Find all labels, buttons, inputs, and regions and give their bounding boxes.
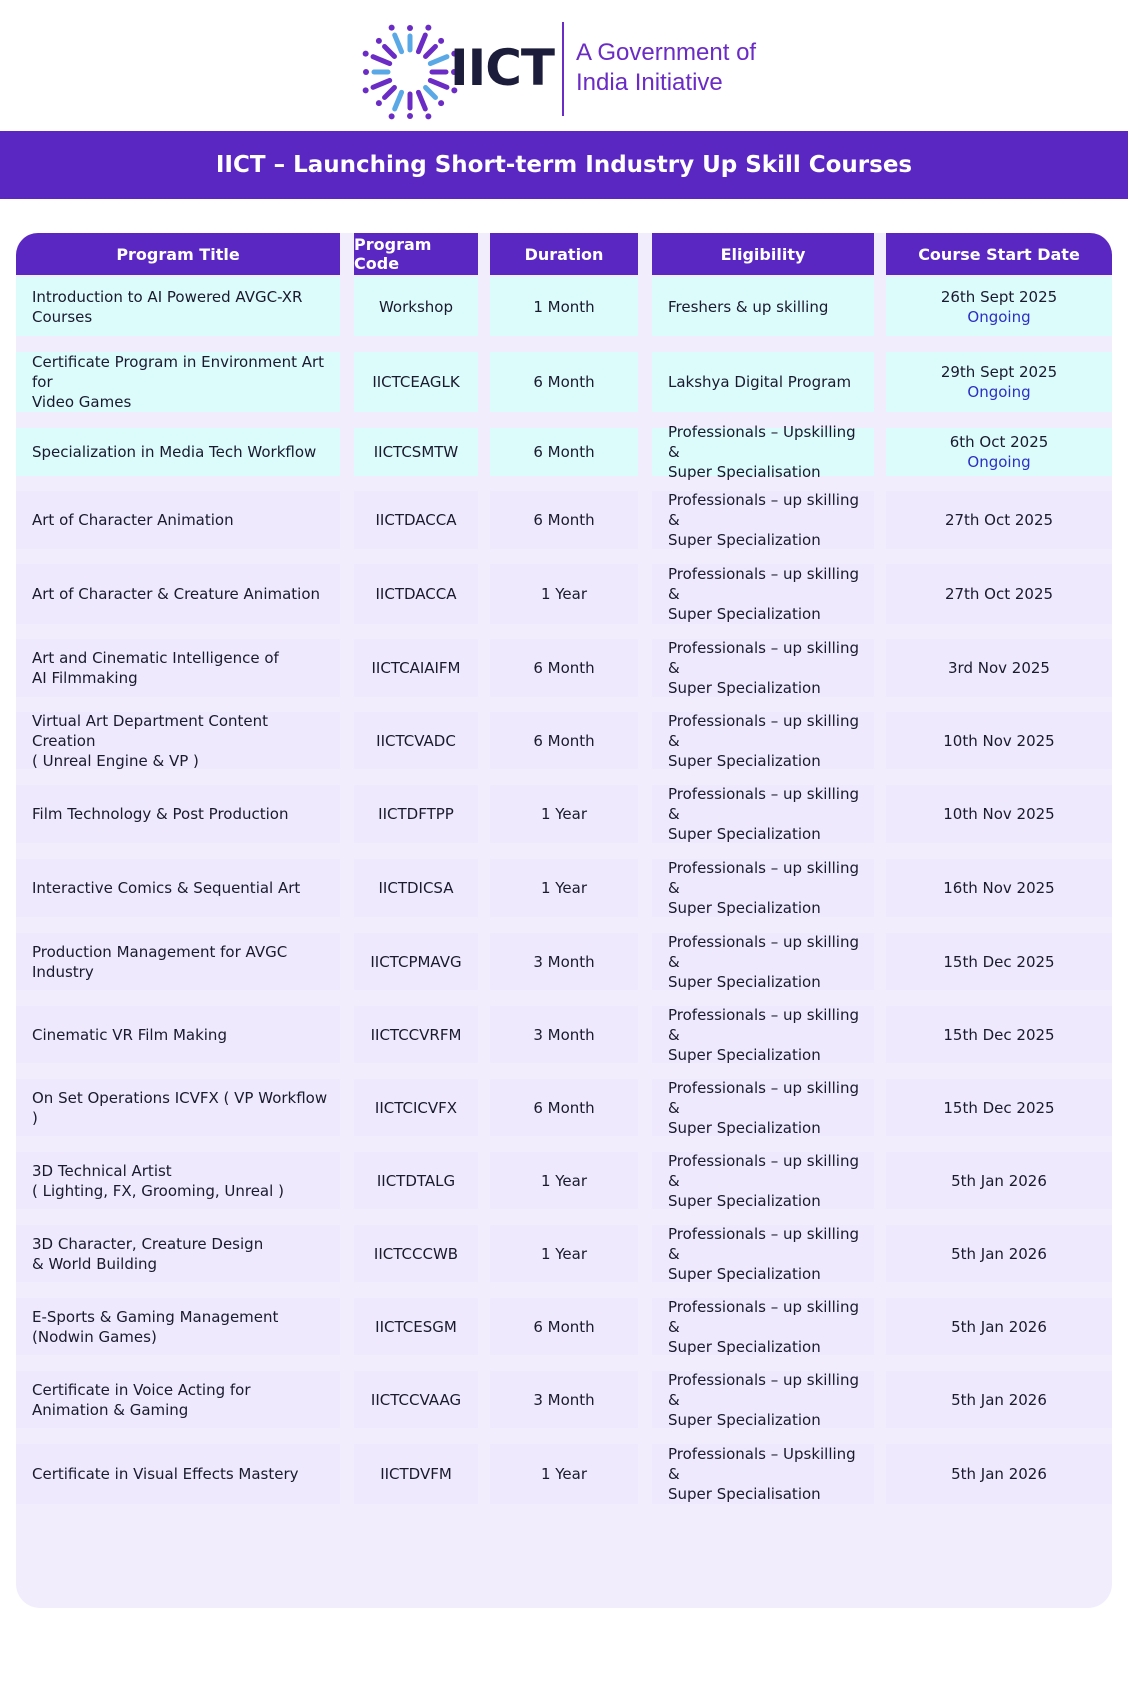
cell-duration [490, 859, 638, 917]
iict-logo-icon [356, 18, 464, 126]
program-code-text: IICTDACCA [375, 511, 457, 529]
cell-start-date [886, 1152, 1112, 1209]
cell-program-code [354, 639, 478, 697]
cell-program-title [16, 352, 340, 412]
logo-ray [385, 47, 395, 57]
program-code-text: IICTCCVRFM [370, 1025, 462, 1044]
eligibility-text: Professionals – up skilling & Super Specialization [668, 859, 859, 917]
logo-dot [425, 113, 431, 119]
cell-program-code [354, 1152, 478, 1209]
page-title: IICT – Launching Short-term Industry Up Skill Courses [215, 152, 913, 178]
cell-program-code [354, 564, 478, 624]
cell-program-code [354, 428, 478, 476]
logo-ray [395, 92, 402, 109]
start-date-text: 5th Jan 2026 [951, 1465, 1047, 1483]
cell-start-date [886, 352, 1112, 412]
program-title-text: Specialization in Media Tech Workflow [32, 443, 317, 461]
logo-ray [418, 92, 425, 109]
cell-eligibility [652, 277, 874, 336]
eligibility-text: Professionals – up skilling & Super Specialization [668, 639, 859, 697]
cell-duration [490, 933, 638, 990]
start-date-text: 5th Jan 2026 [951, 1244, 1047, 1263]
duration-text: 1 Year [540, 879, 588, 897]
logo-wordmark: IICT [450, 39, 555, 97]
duration-text: 1 Year [540, 1171, 588, 1190]
cell-start-date [886, 639, 1112, 697]
cell-duration [490, 639, 638, 697]
logo-dot [407, 113, 413, 119]
cell-program-code [354, 1006, 478, 1063]
program-code-text: IICTCCVAAG [370, 1390, 462, 1409]
duration-text: 6 Month [533, 373, 595, 391]
cell-start-date [886, 785, 1112, 843]
program-title-text: On Set Operations ICVFX ( VP Workflow ) [32, 1088, 328, 1127]
cell-program-code [354, 1298, 478, 1355]
program-code-text: IICTDICSA [378, 879, 454, 897]
cell-program-title [16, 639, 340, 697]
cell-start-date [886, 1444, 1112, 1504]
cell-duration [490, 277, 638, 336]
column-header-start-date: Course Start Date [886, 233, 1112, 275]
cell-program-code [354, 1371, 478, 1428]
duration-text: 6 Month [533, 1098, 595, 1117]
column-header-program-code: Program Code [354, 233, 478, 275]
logo-ray [418, 35, 425, 52]
duration-text: 3 Month [533, 1025, 595, 1044]
program-code-text: IICTDVFM [380, 1465, 452, 1483]
program-title-text: Certificate Program in Environment Art for Video Games [32, 353, 325, 411]
program-code-text: IICTCEAGLK [372, 373, 460, 391]
cell-start-date [886, 1006, 1112, 1063]
cell-eligibility [652, 1079, 874, 1136]
status-badge: Ongoing [967, 383, 1031, 401]
duration-text: 1 Month [533, 297, 595, 316]
cell-program-title [16, 1225, 340, 1282]
logo-ray [373, 80, 390, 87]
logo-ray [426, 47, 436, 57]
cell-start-date [886, 933, 1112, 990]
duration-text: 1 Year [540, 585, 588, 603]
program-code-text: IICTCICVFX [374, 1098, 458, 1117]
cell-duration [490, 1298, 638, 1355]
start-date-text: 15th Dec 2025 [943, 952, 1055, 971]
cell-duration [490, 1079, 638, 1136]
cell-start-date [886, 277, 1112, 336]
cell-program-title [16, 859, 340, 917]
eligibility-text: Professionals – up skilling & Super Specialization [668, 785, 859, 843]
logo-ray [430, 80, 447, 87]
cell-eligibility [652, 491, 874, 549]
start-date-text: 5th Jan 2026 [951, 1171, 1047, 1190]
cell-start-date [886, 1079, 1112, 1136]
eligibility-text: Professionals – up skilling & Super Specialization [668, 711, 859, 770]
duration-text: 6 Month [533, 511, 595, 529]
cell-eligibility [652, 1298, 874, 1355]
eligibility-text: Professionals – up skilling & Super Specialization [668, 932, 859, 991]
program-title-text: Art and Cinematic Intelligence of AI Filmmaking [32, 649, 279, 687]
cell-program-code [354, 859, 478, 917]
cell-program-title [16, 277, 340, 336]
program-code-text: IICTCAIAIFM [371, 659, 461, 677]
logo-dot [363, 87, 369, 93]
start-date-text: 10th Nov 2025 [943, 805, 1055, 823]
cell-start-date [886, 564, 1112, 624]
cell-program-title [16, 428, 340, 476]
cell-eligibility [652, 1444, 874, 1504]
program-title-text: Interactive Comics & Sequential Art [32, 879, 301, 897]
cell-eligibility [652, 1225, 874, 1282]
program-code-text: IICTCSMTW [373, 443, 459, 461]
cell-eligibility [652, 564, 874, 624]
cell-start-date [886, 1298, 1112, 1355]
cell-program-title [16, 1444, 340, 1504]
start-date-text: 5th Jan 2026 [951, 1390, 1047, 1409]
program-title-text: Cinematic VR Film Making [32, 1025, 227, 1044]
eligibility-text: Professionals – up skilling & Super Specialization [668, 1151, 859, 1210]
program-code-text: IICTCVADC [376, 731, 456, 750]
cell-program-code [354, 277, 478, 336]
program-code-text: IICTDTALG [376, 1171, 456, 1190]
status-badge: Ongoing [967, 453, 1031, 471]
program-title-text: Certificate in Visual Effects Mastery [32, 1465, 299, 1483]
logo-dot [363, 51, 369, 57]
cell-eligibility [652, 933, 874, 990]
program-title-text: Certificate in Voice Acting for Animation & Gaming [32, 1380, 251, 1419]
cell-program-title [16, 1006, 340, 1063]
eligibility-text: Professionals – Upskilling & Super Specialisation [668, 1445, 856, 1503]
cell-program-title [16, 712, 340, 769]
cell-duration [490, 564, 638, 624]
program-title-text: Art of Character Animation [32, 511, 234, 529]
eligibility-text: Professionals – up skilling & Super Specialization [668, 565, 859, 623]
status-badge: Ongoing [967, 307, 1031, 326]
cell-eligibility [652, 785, 874, 843]
start-date-text: 3rd Nov 2025 [948, 659, 1050, 677]
cell-eligibility [652, 423, 874, 481]
page-title-banner [0, 131, 1128, 199]
page-header [0, 0, 1128, 131]
duration-text: 3 Month [533, 952, 595, 971]
logo-dot [376, 38, 382, 44]
program-title-text: E-Sports & Gaming Management (Nodwin Games) [32, 1307, 279, 1346]
cell-duration [490, 1371, 638, 1428]
duration-text: 6 Month [533, 731, 595, 750]
cell-start-date [886, 1371, 1112, 1428]
start-date-text: 15th Dec 2025 [943, 1098, 1055, 1117]
start-date-text: 27th Oct 2025 [944, 511, 1054, 529]
eligibility-text: Professionals – up skilling & Super Specialization [668, 1224, 859, 1283]
cell-eligibility [652, 859, 874, 917]
cell-program-title [16, 1152, 340, 1209]
cell-duration [490, 428, 638, 476]
cell-start-date [886, 1225, 1112, 1282]
cell-program-code [354, 491, 478, 549]
eligibility-text: Professionals – up skilling & Super Specialization [668, 491, 859, 549]
program-title-text: Film Technology & Post Production [32, 805, 289, 823]
logo-ray [426, 88, 436, 98]
logo-dot [425, 25, 431, 31]
cell-duration [490, 1225, 638, 1282]
logo-dot [438, 100, 444, 106]
program-title-text: Production Management for AVGC Industry [32, 942, 288, 981]
program-title-text: Virtual Art Department Content Creation ( Unreal Engine & VP ) [32, 711, 269, 770]
cell-start-date [886, 491, 1112, 549]
program-code-text: IICTDACCA [375, 585, 457, 603]
start-date-text: 27th Oct 2025 [944, 585, 1054, 603]
cell-eligibility [652, 1371, 874, 1428]
cell-program-title [16, 1298, 340, 1355]
duration-text: 3 Month [533, 1390, 595, 1409]
cell-duration [490, 491, 638, 549]
cell-program-title [16, 785, 340, 843]
eligibility-text: Professionals – up skilling & Super Specialization [668, 1297, 859, 1356]
program-code-text: IICTCPMAVG [370, 952, 462, 971]
start-date-text: 10th Nov 2025 [943, 731, 1055, 750]
course-table [16, 233, 1112, 1608]
program-code-text: IICTCESGM [375, 1317, 457, 1336]
tagline: A Government of India Initiative [576, 39, 757, 96]
duration-text: 6 Month [533, 1317, 595, 1336]
cell-program-code [354, 1079, 478, 1136]
cell-eligibility [652, 639, 874, 697]
cell-program-code [354, 785, 478, 843]
column-header-duration: Duration [490, 233, 638, 275]
cell-start-date [886, 712, 1112, 769]
cell-eligibility [652, 1152, 874, 1209]
duration-text: 1 Year [540, 1465, 588, 1483]
cell-program-title [16, 491, 340, 549]
program-code-text: IICTCCCWB [373, 1244, 459, 1263]
logo-divider [562, 22, 564, 116]
eligibility-text: Professionals – up skilling & Super Specialization [668, 1078, 859, 1137]
cell-start-date [886, 859, 1112, 917]
cell-program-title [16, 1371, 340, 1428]
duration-text: 6 Month [533, 443, 595, 461]
logo-dot [438, 38, 444, 44]
cell-eligibility [652, 1006, 874, 1063]
cell-program-code [354, 1225, 478, 1282]
program-code-text: Workshop [378, 297, 453, 316]
logo-ray [385, 88, 395, 98]
eligibility-text: Professionals – up skilling & Super Specialization [668, 1005, 859, 1064]
logo-ray [373, 57, 390, 64]
cell-program-title [16, 564, 340, 624]
eligibility-text: Professionals – up skilling & Super Specialization [668, 1370, 859, 1429]
cell-duration [490, 1006, 638, 1063]
program-title-text: Art of Character & Creature Animation [32, 585, 321, 603]
cell-program-code [354, 352, 478, 412]
logo-ray [395, 35, 402, 52]
cell-eligibility [652, 712, 874, 769]
cell-duration [490, 352, 638, 412]
logo-dot [363, 69, 369, 75]
program-title-text: 3D Technical Artist ( Lighting, FX, Grooming, Unreal ) [32, 1161, 284, 1200]
cell-program-title [16, 1079, 340, 1136]
cell-duration [490, 785, 638, 843]
cell-program-title [16, 933, 340, 990]
cell-program-code [354, 933, 478, 990]
start-date-text: 15th Dec 2025 [943, 1025, 1055, 1044]
logo-dot [389, 113, 395, 119]
duration-text: 1 Year [540, 1244, 588, 1263]
column-header-program-title: Program Title [16, 233, 340, 275]
eligibility-text: Lakshya Digital Program [668, 373, 852, 391]
eligibility-text: Professionals – Upskilling & Super Specialisation [668, 423, 856, 481]
cell-duration [490, 1444, 638, 1504]
cell-duration [490, 712, 638, 769]
logo-dot [389, 25, 395, 31]
duration-text: 6 Month [533, 659, 595, 677]
program-code-text: IICTDFTPP [378, 805, 454, 823]
eligibility-text: Freshers & up skilling [668, 297, 829, 316]
logo-ray [430, 57, 447, 64]
start-date-text: 5th Jan 2026 [951, 1317, 1047, 1336]
cell-duration [490, 1152, 638, 1209]
cell-eligibility [652, 352, 874, 412]
start-date-text: 26th Sept 2025 [940, 287, 1058, 306]
logo-dot [376, 100, 382, 106]
program-title-text: 3D Character, Creature Design & World Building [32, 1234, 264, 1273]
start-date-text: 16th Nov 2025 [943, 879, 1055, 897]
cell-program-code [354, 712, 478, 769]
cell-program-code [354, 1444, 478, 1504]
logo-dot [407, 25, 413, 31]
program-title-text: Introduction to AI Powered AVGC-XR Courses [32, 287, 303, 326]
start-date-text: 6th Oct 2025 [949, 433, 1049, 451]
start-date-text: 29th Sept 2025 [940, 363, 1058, 381]
cell-start-date [886, 428, 1112, 476]
duration-text: 1 Year [540, 805, 588, 823]
column-header-eligibility: Eligibility [652, 233, 874, 275]
